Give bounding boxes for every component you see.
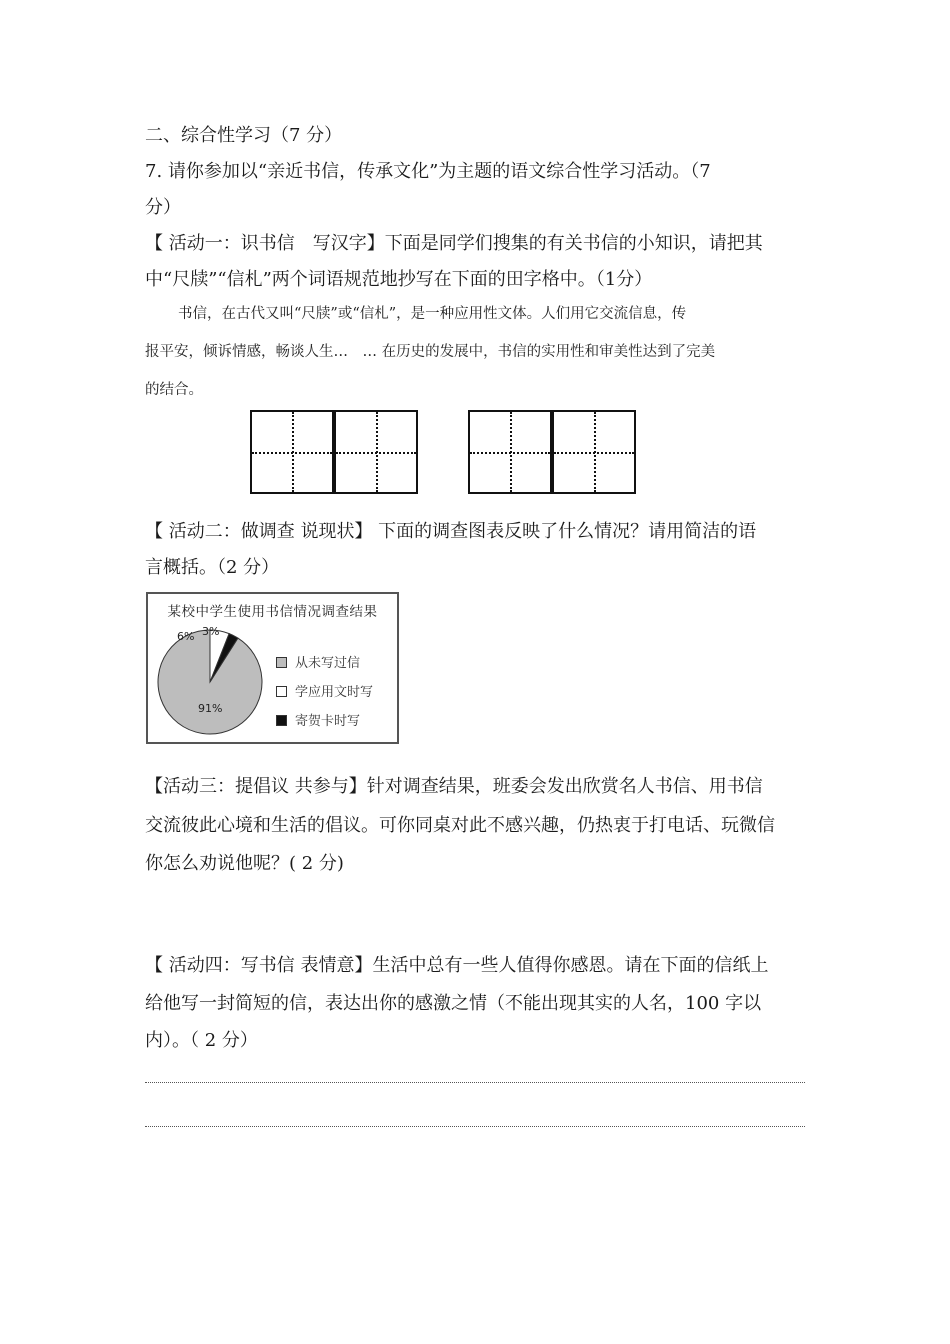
legend-item — [276, 652, 360, 671]
legend-item — [276, 710, 360, 729]
legend-label: 学应用文时写 — [295, 685, 374, 700]
letter-writing-line[interactable] — [145, 1082, 805, 1083]
pie-label-91: 91% — [198, 702, 223, 715]
question-line-1: 7. 请你参加以“亲近书信，传承文化”为主题的语文综合性学习活动。（7 — [145, 161, 711, 182]
legend-label: 寄贺卡时写 — [295, 714, 361, 729]
question-line-2: 分） — [145, 197, 181, 218]
activity4-line-2: 给他写一封简短的信，表达出你的感激之情（不能出现其实的人名，100 字以 — [145, 993, 762, 1014]
activity3-line-3: 你怎么劝说他呢？( 2 分) — [145, 853, 344, 874]
legend-swatch — [276, 686, 287, 697]
activity2-line-2: 言概括。（2 分） — [145, 557, 280, 578]
legend-swatch — [276, 657, 287, 668]
activity3-line-2: 交流彼此心境和生活的倡议。可你同桌对此不感兴趣，仍热衷于打电话、玩微信 — [145, 815, 775, 836]
letter-writing-line[interactable] — [145, 1126, 805, 1127]
legend-item — [276, 681, 373, 700]
survey-chart — [146, 592, 399, 744]
tianzige-box[interactable] — [468, 410, 552, 494]
legend-swatch — [276, 715, 287, 726]
section-title: 二、综合性学习（7 分） — [145, 125, 343, 146]
passage-line-2: 报平安，倾诉情感，畅谈人生… … 在历史的发展中，书信的实用性和审美性达到了完美 — [145, 344, 716, 360]
legend-label: 从未写过信 — [295, 656, 361, 671]
tianzige-box[interactable] — [552, 410, 636, 494]
chart-title: 某校中学生使用书信情况调查结果 — [167, 604, 378, 620]
activity4-line-3: 内）。（ 2 分） — [145, 1030, 258, 1051]
activity4-line-1: 【 活动四：写书信 表情意】生活中总有一些人值得你感恩。请在下面的信纸上 — [145, 955, 769, 976]
activity1-line-2: 中“尺牍”“信札”两个词语规范地抄写在下面的田字格中。（1分） — [145, 269, 653, 290]
tianzige-box[interactable] — [334, 410, 418, 494]
passage-line-1: 书信，在古代又叫“尺牍”或“信札”，是一种应用性文体。人们用它交流信息，传 — [178, 306, 687, 322]
pie-label-6: 6% — [177, 630, 195, 643]
pie-label-3: 3% — [202, 625, 220, 638]
tianzige-box[interactable] — [250, 410, 334, 494]
activity1-line-1: 【 活动一：识书信 写汉字】下面是同学们搜集的有关书信的小知识，请把其 — [145, 233, 763, 254]
activity3-line-1: 【活动三：提倡议 共参与】针对调查结果，班委会发出欣赏名人书信、用书信 — [145, 776, 763, 797]
passage-line-3: 的结合。 — [145, 382, 203, 398]
activity2-line-1: 【 活动二：做调查 说现状】 下面的调查图表反映了什么情况？请用简洁的语 — [145, 521, 757, 542]
